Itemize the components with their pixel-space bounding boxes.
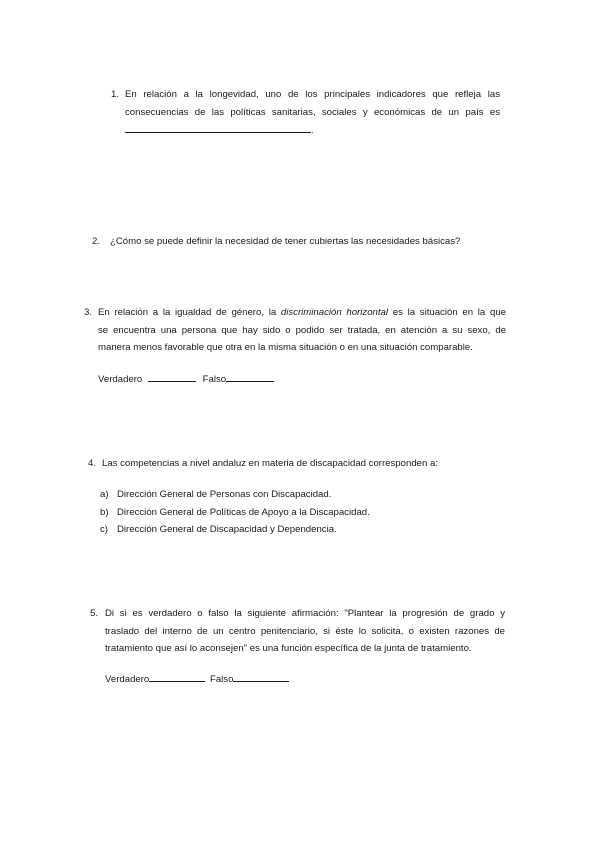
option-b-letter: b) xyxy=(100,506,109,518)
question-5-line-1: Di si es verdadero o falso la siguiente afirmación: "Plantear la progresión de grado y xyxy=(105,608,505,619)
question-3-false-blank[interactable] xyxy=(226,370,274,382)
question-4 xyxy=(88,455,508,473)
question-1-number: 1. xyxy=(111,89,120,100)
question-3-true-false xyxy=(98,370,274,389)
question-3-line-2: se encuentra una persona que hay sido o podido ser tratada, en atención a su sexo, de xyxy=(98,324,506,336)
question-2 xyxy=(92,233,512,251)
option-c-letter: c) xyxy=(100,524,108,535)
question-3 xyxy=(84,304,506,357)
question-1-line-1: En relación a la longevidad, uno de los principales indicadores que refleja las xyxy=(125,89,500,100)
option-b-text: Dirección General de Políticas de Apoyo a la Discapacidad. xyxy=(117,506,370,518)
question-5-false-label: Falso xyxy=(209,674,234,685)
option-a-text: Dirección General de Personas con Discapacidad. xyxy=(117,489,332,500)
question-3-line-1-start: En relación a la igualdad de género, la xyxy=(98,307,281,318)
question-3-true-label: Verdadero xyxy=(98,374,143,385)
option-a-letter: a) xyxy=(100,489,109,500)
question-3-true-blank[interactable] xyxy=(148,370,196,382)
question-5-number: 5. xyxy=(90,608,99,619)
option-a[interactable] xyxy=(100,486,500,504)
question-5-true-blank[interactable] xyxy=(149,670,205,682)
question-1-body xyxy=(125,86,500,140)
question-3-line-1-end: es la situación en la que xyxy=(388,307,506,318)
question-1 xyxy=(111,86,500,140)
question-3-line-3: manera menos favorable que otra en la misma situación o en una situación comparable. xyxy=(98,342,473,353)
option-c[interactable] xyxy=(100,521,500,539)
question-3-body xyxy=(98,304,506,357)
question-1-line-2: consecuencias de las políticas sanitarias, sociales y económicas de un país es xyxy=(125,106,500,118)
question-5 xyxy=(90,605,505,658)
question-4-text: Las competencias a nivel andaluz en materia de discapacidad corresponden a: xyxy=(102,458,438,469)
question-3-number: 3. xyxy=(84,307,93,318)
option-b[interactable] xyxy=(100,504,500,522)
question-5-body xyxy=(105,605,505,658)
question-5-true-label: Verdadero xyxy=(105,674,150,685)
question-5-line-3: tratamiento que así lo aconsejen" es una función específica de la junta de tratamiento. xyxy=(105,643,472,654)
question-2-number: 2. xyxy=(92,236,101,247)
option-c-text: Dirección General de Discapacidad y Dependencia. xyxy=(117,524,337,535)
question-4-number: 4. xyxy=(88,458,97,469)
question-1-blank-end: . xyxy=(311,125,314,136)
question-3-line-1 xyxy=(98,304,506,322)
question-2-text: ¿Cómo se puede definir la necesidad de tener cubiertas las necesidades básicas? xyxy=(110,236,461,247)
question-1-answer-line xyxy=(125,121,500,140)
question-5-true-false xyxy=(105,670,289,689)
question-1-answer-blank[interactable] xyxy=(125,121,311,133)
question-3-false-label: Falso xyxy=(202,374,227,385)
question-3-emphasis: discriminación horizontal xyxy=(280,307,389,318)
question-5-line-2: traslado del interno de un centro penitenciario, si éste lo solicita, o existen razones de xyxy=(105,625,505,637)
question-5-false-blank[interactable] xyxy=(233,670,289,682)
question-4-options xyxy=(100,486,500,539)
